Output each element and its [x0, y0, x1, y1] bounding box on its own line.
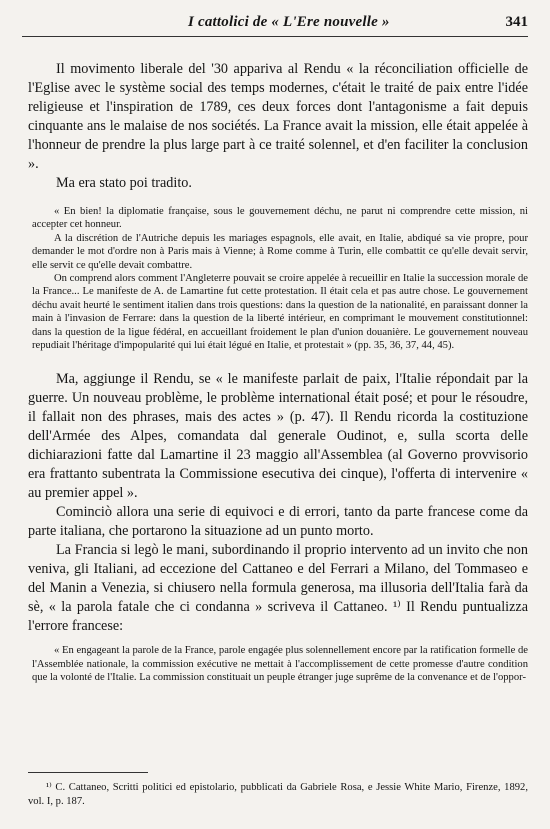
- running-title: I cattolici de « L'Ere nouvelle »: [188, 14, 390, 30]
- header-rule: [22, 36, 528, 37]
- quote-paragraph: On comprend alors comment l'Angleterre pouvait se croire appelée à recueillir en Italie la succession morale de la France... Le manifeste de A. de Lamartine fut cette protestation. Il était cela et pas autre chose. Le gouvernement déchu avait heurté le sentiment italien dans trois questions: dans la question de la nationalité, en paraissant donner la main à l'invasion de Ferrare: dans la question de la liberté intérieur, en comprimant le mouvement constitutionnel: dans la question de la ligue fédéral, en accueillant froidement le plan d'union douanière. Le gouvernement nouveau repudiait l'héritage d'impopularité qui lui était légué en Italie, et protestait » (pp. 35, 36, 37, 44, 45).: [32, 273, 528, 352]
- paragraph-rendu-war: Ma, aggiunge il Rendu, se « le manifeste parlait de paix, l'Italie répondait par la guerre. Un nouveau problème, le problème international était posé; et pour le résoudre, il fallait non des phrases, mais des actes » (p. 47). Il Rendu ricorda la costituzione dell'Armée des Alpes, comandata dal generale Oudinot, e, sulla scorta delle dichiarazioni fatte dal Lamartine il 23 maggio all'Assemblea (al Governo provvisorio era frattanto subentrata la Commissione esecutiva dei cinque), l'offerta di intervenire « au premier appel ».: [28, 371, 528, 502]
- page-number: 341: [505, 14, 528, 30]
- quote-paragraph: A la discrétion de l'Autriche depuis les mariages espagnols, elle avait, en Italie, abdiqué sa vie propre, pour demander le mot d'ordre non à Paris mais à Vienne; à Rome comme à Turin, elle combattit ce qu'elle devait servir, elle servit ce qu'elle devait combattre.: [32, 232, 528, 271]
- block-quote-commission: « En engageant la parole de la France, parole engagée plus solennellement encore par la ratification formelle de l'Assemblée nationale, la commission exécutive ne mettait à l'accomplissement de cette promesse d'autre condition que la volonté de l'Italie. La commission constituait un peuple étranger juge suprême de la convenance et de l'oppor-: [32, 645, 528, 684]
- footnote-rule: [28, 772, 148, 773]
- paragraph-liberal-movement: Il movimento liberale del '30 appariva al Rendu « la réconciliation officielle de l'Eglise avec le système social des temps modernes, c'était le traité de paix entre l'idée religieuse et l'inspiration de 1789, ces deux forces dont l'antagonisme a fait depuis cinquante ans le malaise de nos sociétés. La France avait la mission, elle était appelée à l'honneur de prendre la plus large part à ce traité solennel, et d'en faciliter la conclusion ».: [28, 61, 528, 172]
- running-header: [28, 14, 528, 36]
- footnotes: [28, 772, 528, 809]
- paragraph-france-bound: La Francia si legò le mani, subordinando il proprio intervento ad un invito che non veniva, gli Italiani, ad eccezione del Cattaneo e del Ferrari a Milano, del Tommaseo e del Manin a Venezia, si chiusero nella formula generosa, ma illusoria dell'Italia farà da sè, « la parola fatale che ci condanna » scriveva il Cattaneo. ¹⁾ Il Rendu puntualizza l'errore francese:: [28, 542, 528, 635]
- paragraph-betrayed: Ma era stato poi tradito.: [56, 175, 192, 191]
- footnote-1: ¹⁾ C. Cattaneo, Scritti politici ed epistolario, pubblicati da Gabriele Rosa, e Jessie White Mario, Firenze, 1892, vol. I, p. 187.: [28, 782, 528, 807]
- paragraph-equivocations: Cominciò allora una serie di equivoci e di errori, tanto da parte francese come da parte italiana, che portarono la situazione ad un punto morto.: [28, 504, 528, 540]
- block-quote-diplomacy: [28, 205, 528, 352]
- quote-paragraph: « En bien! la diplomatie française, sous le gouvernement déchu, ne parut ni comprendre cette mission, ni accepter cet honneur.: [32, 206, 528, 231]
